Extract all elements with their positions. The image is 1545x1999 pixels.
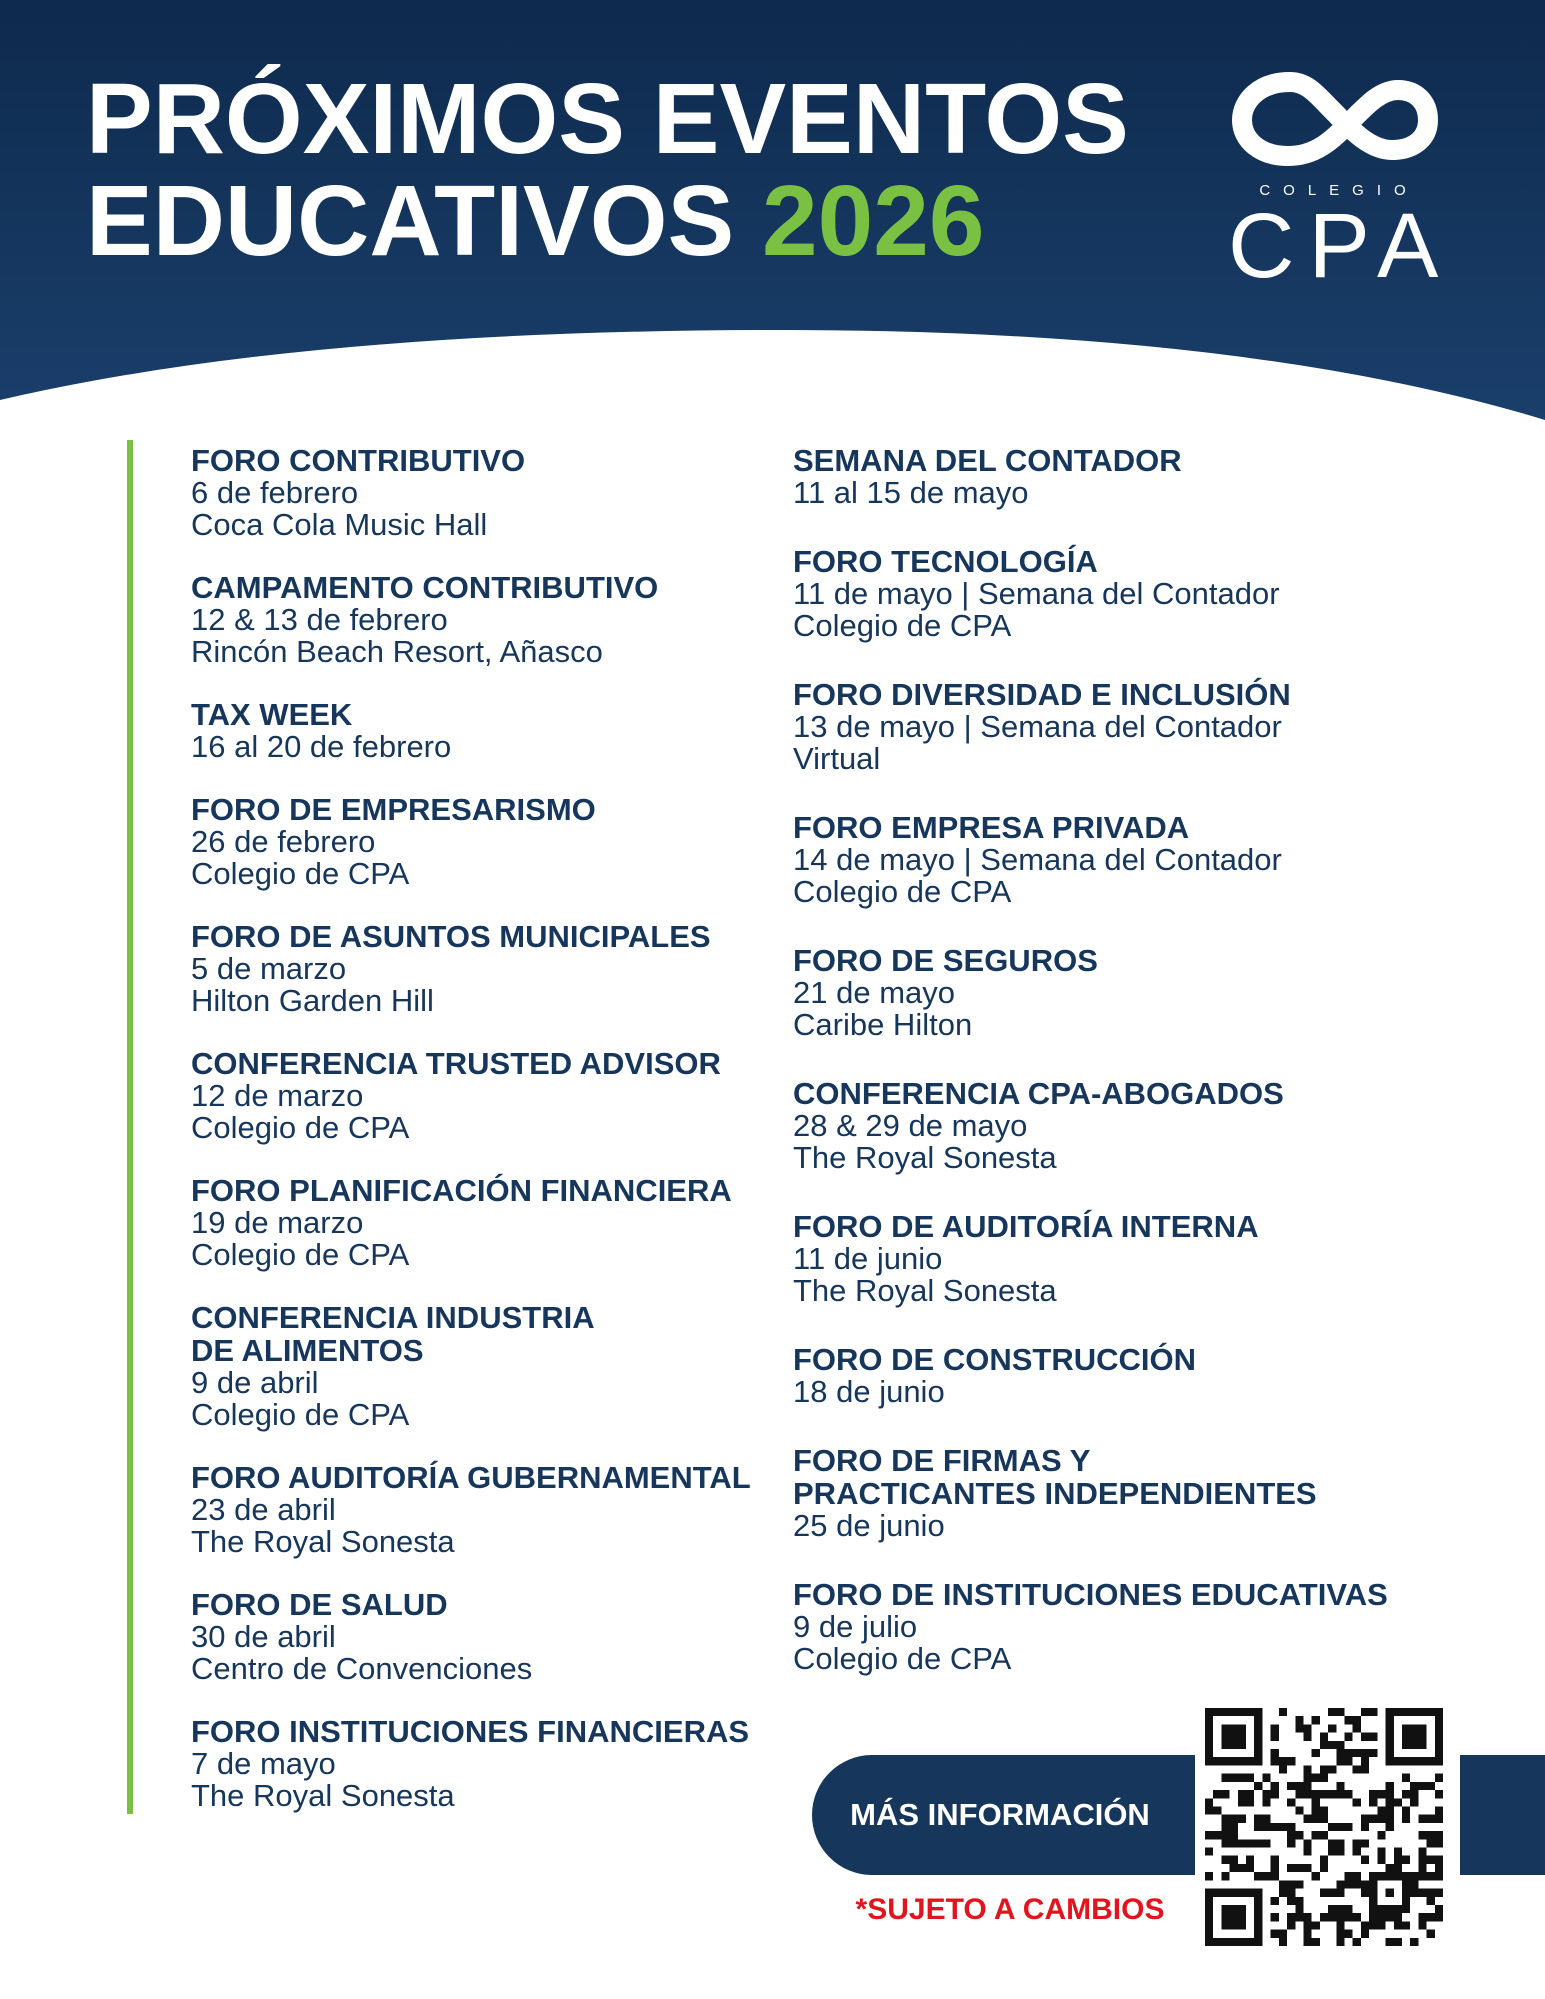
event-item <box>793 944 1413 1041</box>
more-info-button[interactable]: MÁS INFORMACIÓN <box>812 1755 1212 1875</box>
events-right-column <box>793 444 1413 1711</box>
event-detail: 30 de abril <box>191 1619 336 1654</box>
event-detail: The Royal Sonesta <box>793 1140 1057 1175</box>
event-item <box>191 698 771 763</box>
event-detail: 21 de mayo <box>793 975 955 1010</box>
event-name: TAX WEEK <box>191 697 353 732</box>
event-name: CONFERENCIA INDUSTRIA DE ALIMENTOS <box>191 1300 595 1368</box>
event-item <box>191 1047 771 1144</box>
event-detail: 12 & 13 de febrero <box>191 602 448 637</box>
event-detail: 23 de abril <box>191 1492 336 1527</box>
event-item <box>191 444 771 541</box>
event-name: FORO DE INSTITUCIONES EDUCATIVAS <box>793 1577 1388 1612</box>
event-item <box>191 1174 771 1271</box>
event-name: FORO DE SEGUROS <box>793 943 1098 978</box>
event-detail: 6 de febrero <box>191 475 359 510</box>
event-detail: Coca Cola Music Hall <box>191 507 488 542</box>
title-line-2: EDUCATIVOS <box>86 165 735 277</box>
event-item <box>793 1343 1413 1408</box>
event-name: FORO DE EMPRESARISMO <box>191 792 596 827</box>
event-name: FORO TECNOLOGÍA <box>793 544 1098 579</box>
event-item <box>793 1210 1413 1307</box>
event-item <box>793 811 1413 908</box>
event-detail: The Royal Sonesta <box>191 1524 455 1559</box>
event-detail: 9 de abril <box>191 1365 319 1400</box>
qr-code[interactable] <box>1195 1698 1453 1956</box>
event-detail: Colegio de CPA <box>793 1641 1012 1676</box>
event-item <box>793 678 1413 775</box>
event-detail: Colegio de CPA <box>191 1397 410 1432</box>
event-detail: Colegio de CPA <box>793 874 1012 909</box>
qr-code-icon <box>1205 1708 1443 1946</box>
event-detail: 26 de febrero <box>191 824 376 859</box>
event-detail: 18 de junio <box>793 1374 945 1409</box>
event-item <box>191 793 771 890</box>
event-detail: Colegio de CPA <box>191 856 410 891</box>
event-name: FORO DE AUDITORÍA INTERNA <box>793 1209 1259 1244</box>
event-name: CONFERENCIA CPA-ABOGADOS <box>793 1076 1284 1111</box>
title-line-1: PRÓXIMOS EVENTOS <box>86 63 1129 175</box>
event-name: FORO PLANIFICACIÓN FINANCIERA <box>191 1173 732 1208</box>
event-item <box>191 1588 771 1685</box>
event-item <box>793 1444 1413 1542</box>
event-name: FORO INSTITUCIONES FINANCIERAS <box>191 1714 750 1749</box>
info-bar-right <box>1460 1755 1545 1875</box>
event-name: CAMPAMENTO CONTRIBUTIVO <box>191 570 659 605</box>
event-detail: 9 de julio <box>793 1609 918 1644</box>
event-name: SEMANA DEL CONTADOR <box>793 443 1182 478</box>
event-detail: 19 de marzo <box>191 1205 364 1240</box>
event-name: FORO AUDITORÍA GUBERNAMENTAL <box>191 1460 751 1495</box>
event-name: FORO DE FIRMAS Y PRACTICANTES INDEPENDIENTES <box>793 1443 1317 1511</box>
title-year: 2026 <box>762 165 985 277</box>
page-title <box>86 63 1129 277</box>
event-detail: 13 de mayo | Semana del Contador <box>793 709 1282 744</box>
event-detail: Rincón Beach Resort, Añasco <box>191 634 603 669</box>
event-name: FORO DE CONSTRUCCIÓN <box>793 1342 1196 1377</box>
event-detail: Caribe Hilton <box>793 1007 973 1042</box>
event-detail: 16 al 20 de febrero <box>191 729 452 764</box>
infinity-loop-icon <box>1228 64 1442 174</box>
disclaimer-text: *SUJETO A CAMBIOS <box>855 1893 1165 1926</box>
event-item <box>793 1077 1413 1174</box>
event-detail: 11 al 15 de mayo <box>793 475 1029 510</box>
event-detail: The Royal Sonesta <box>793 1273 1057 1308</box>
event-item <box>191 1715 771 1812</box>
event-detail: Virtual <box>793 741 881 776</box>
event-name: FORO DIVERSIDAD E INCLUSIÓN <box>793 677 1291 712</box>
event-item <box>191 1301 771 1431</box>
event-detail: 5 de marzo <box>191 951 347 986</box>
event-detail: Colegio de CPA <box>793 608 1012 643</box>
event-item <box>793 545 1413 642</box>
event-name: FORO EMPRESA PRIVADA <box>793 810 1190 845</box>
logo-colegio-text: COLEGIO <box>1259 182 1419 199</box>
event-item <box>793 444 1413 509</box>
event-detail: 25 de junio <box>793 1508 945 1543</box>
logo-cpa-text: CPA <box>1228 195 1453 297</box>
event-detail: 14 de mayo | Semana del Contador <box>793 842 1282 877</box>
event-detail: Centro de Convenciones <box>191 1651 533 1686</box>
event-detail: 7 de mayo <box>191 1746 336 1781</box>
event-item <box>191 1461 771 1558</box>
colegio-cpa-logo <box>1228 64 1453 297</box>
event-item <box>793 1578 1413 1675</box>
event-item <box>191 571 771 668</box>
event-detail: 11 de mayo | Semana del Contador <box>793 576 1280 611</box>
event-detail: 12 de marzo <box>191 1078 364 1113</box>
event-detail: 11 de junio <box>793 1241 943 1276</box>
event-detail: 28 & 29 de mayo <box>793 1108 1028 1143</box>
event-detail: Hilton Garden Hill <box>191 983 434 1018</box>
event-detail: The Royal Sonesta <box>191 1778 455 1813</box>
event-name: FORO CONTRIBUTIVO <box>191 443 526 478</box>
event-name: FORO DE ASUNTOS MUNICIPALES <box>191 919 711 954</box>
event-name: FORO DE SALUD <box>191 1587 448 1622</box>
event-detail: Colegio de CPA <box>191 1110 410 1145</box>
event-name: CONFERENCIA TRUSTED ADVISOR <box>191 1046 721 1081</box>
event-item <box>191 920 771 1017</box>
event-detail: Colegio de CPA <box>191 1237 410 1272</box>
green-divider <box>127 440 133 1814</box>
events-left-column <box>191 444 771 1842</box>
